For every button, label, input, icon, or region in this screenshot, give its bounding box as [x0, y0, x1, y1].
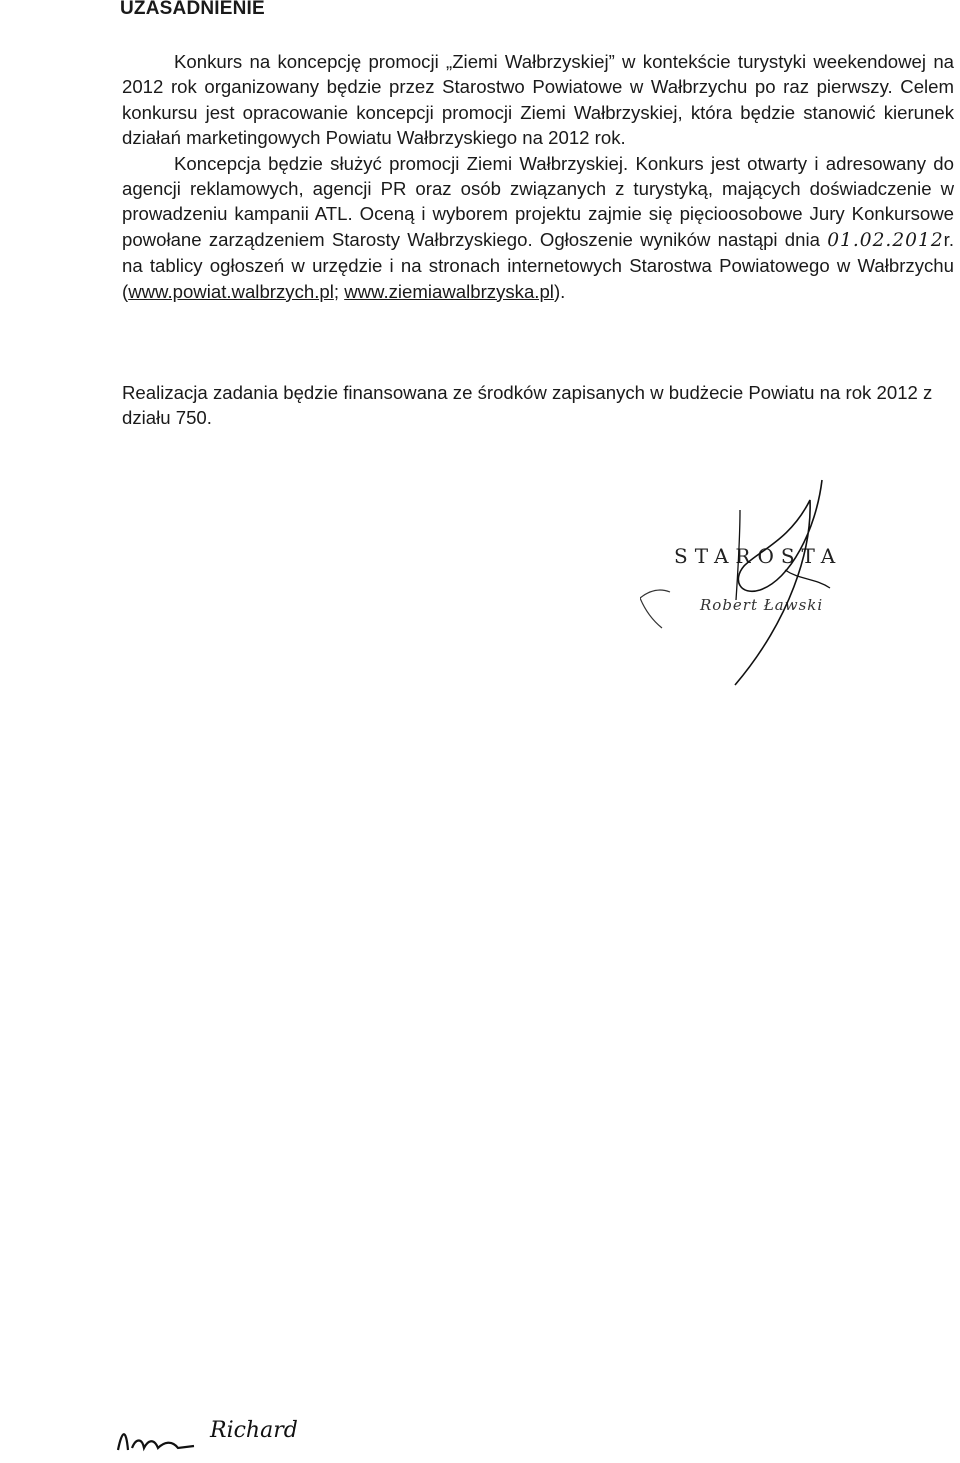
- paragraph-details-text: Koncepcja będzie służyć promocji Ziemi Wałbrzyskiej. Konkurs jest otwarty i adresowany do agencji reklamowych, agencji PR oraz osób związanych z turystyką, mających doświadczenie w prowadzeniu kampanii ATL. Oceną i wyborem projektu zajmie się pięcioosobowe Jury Konkursowe powołane zarządzeniem Starosty Wałbrzyskiego. Ogłoszenie wyników nastąpi dnia: [122, 152, 954, 250]
- link-separator: ;: [333, 280, 345, 302]
- official-stamp: [640, 470, 900, 700]
- footer-signatory-name: Richard: [210, 1418, 298, 1443]
- paragraph-announcement-text: r. na tablicy ogłoszeń w urzędzie i na stronach internetowych Starostwa Powiatowego w Wałbrzychu (: [122, 228, 954, 302]
- document-heading: UZASADNIENIE: [120, 0, 265, 19]
- paragraph-intro-text: Konkurs na koncepcję promocji „Ziemi Wałbrzyskiej” w kontekście turystyki weekendowej na 2012 rok organizowany będzie przez Starostwo Powiatowe w Wałbrzychu po raz pierwszy. Celem konkursu jest opracowanie koncepcji promocji Ziemi Wałbrzyskiej, która będzie stanowić kierunek działań marketingowych Powiatu Wałbrzyskiego na 2012 rok.: [122, 51, 954, 149]
- signature-graphic: [640, 470, 900, 700]
- stamp-name: Robert Ławski: [700, 596, 824, 614]
- stamp-title: STAROSTA: [674, 544, 843, 568]
- paragraph-financing: Realizacja zadania będzie finansowana ze środków zapisanych w budżecie Powiatu na rok 2012 z działu 750.: [122, 382, 933, 429]
- link-ziemia-website[interactable]: www.ziemiawalbrzyska.pl: [344, 280, 554, 302]
- link-powiat-website[interactable]: www.powiat.walbrzych.pl: [128, 280, 334, 302]
- handwritten-date: 01.02.2012: [827, 229, 944, 251]
- paragraph-justification: [122, 49, 954, 304]
- paragraph-closing: ).: [553, 280, 566, 302]
